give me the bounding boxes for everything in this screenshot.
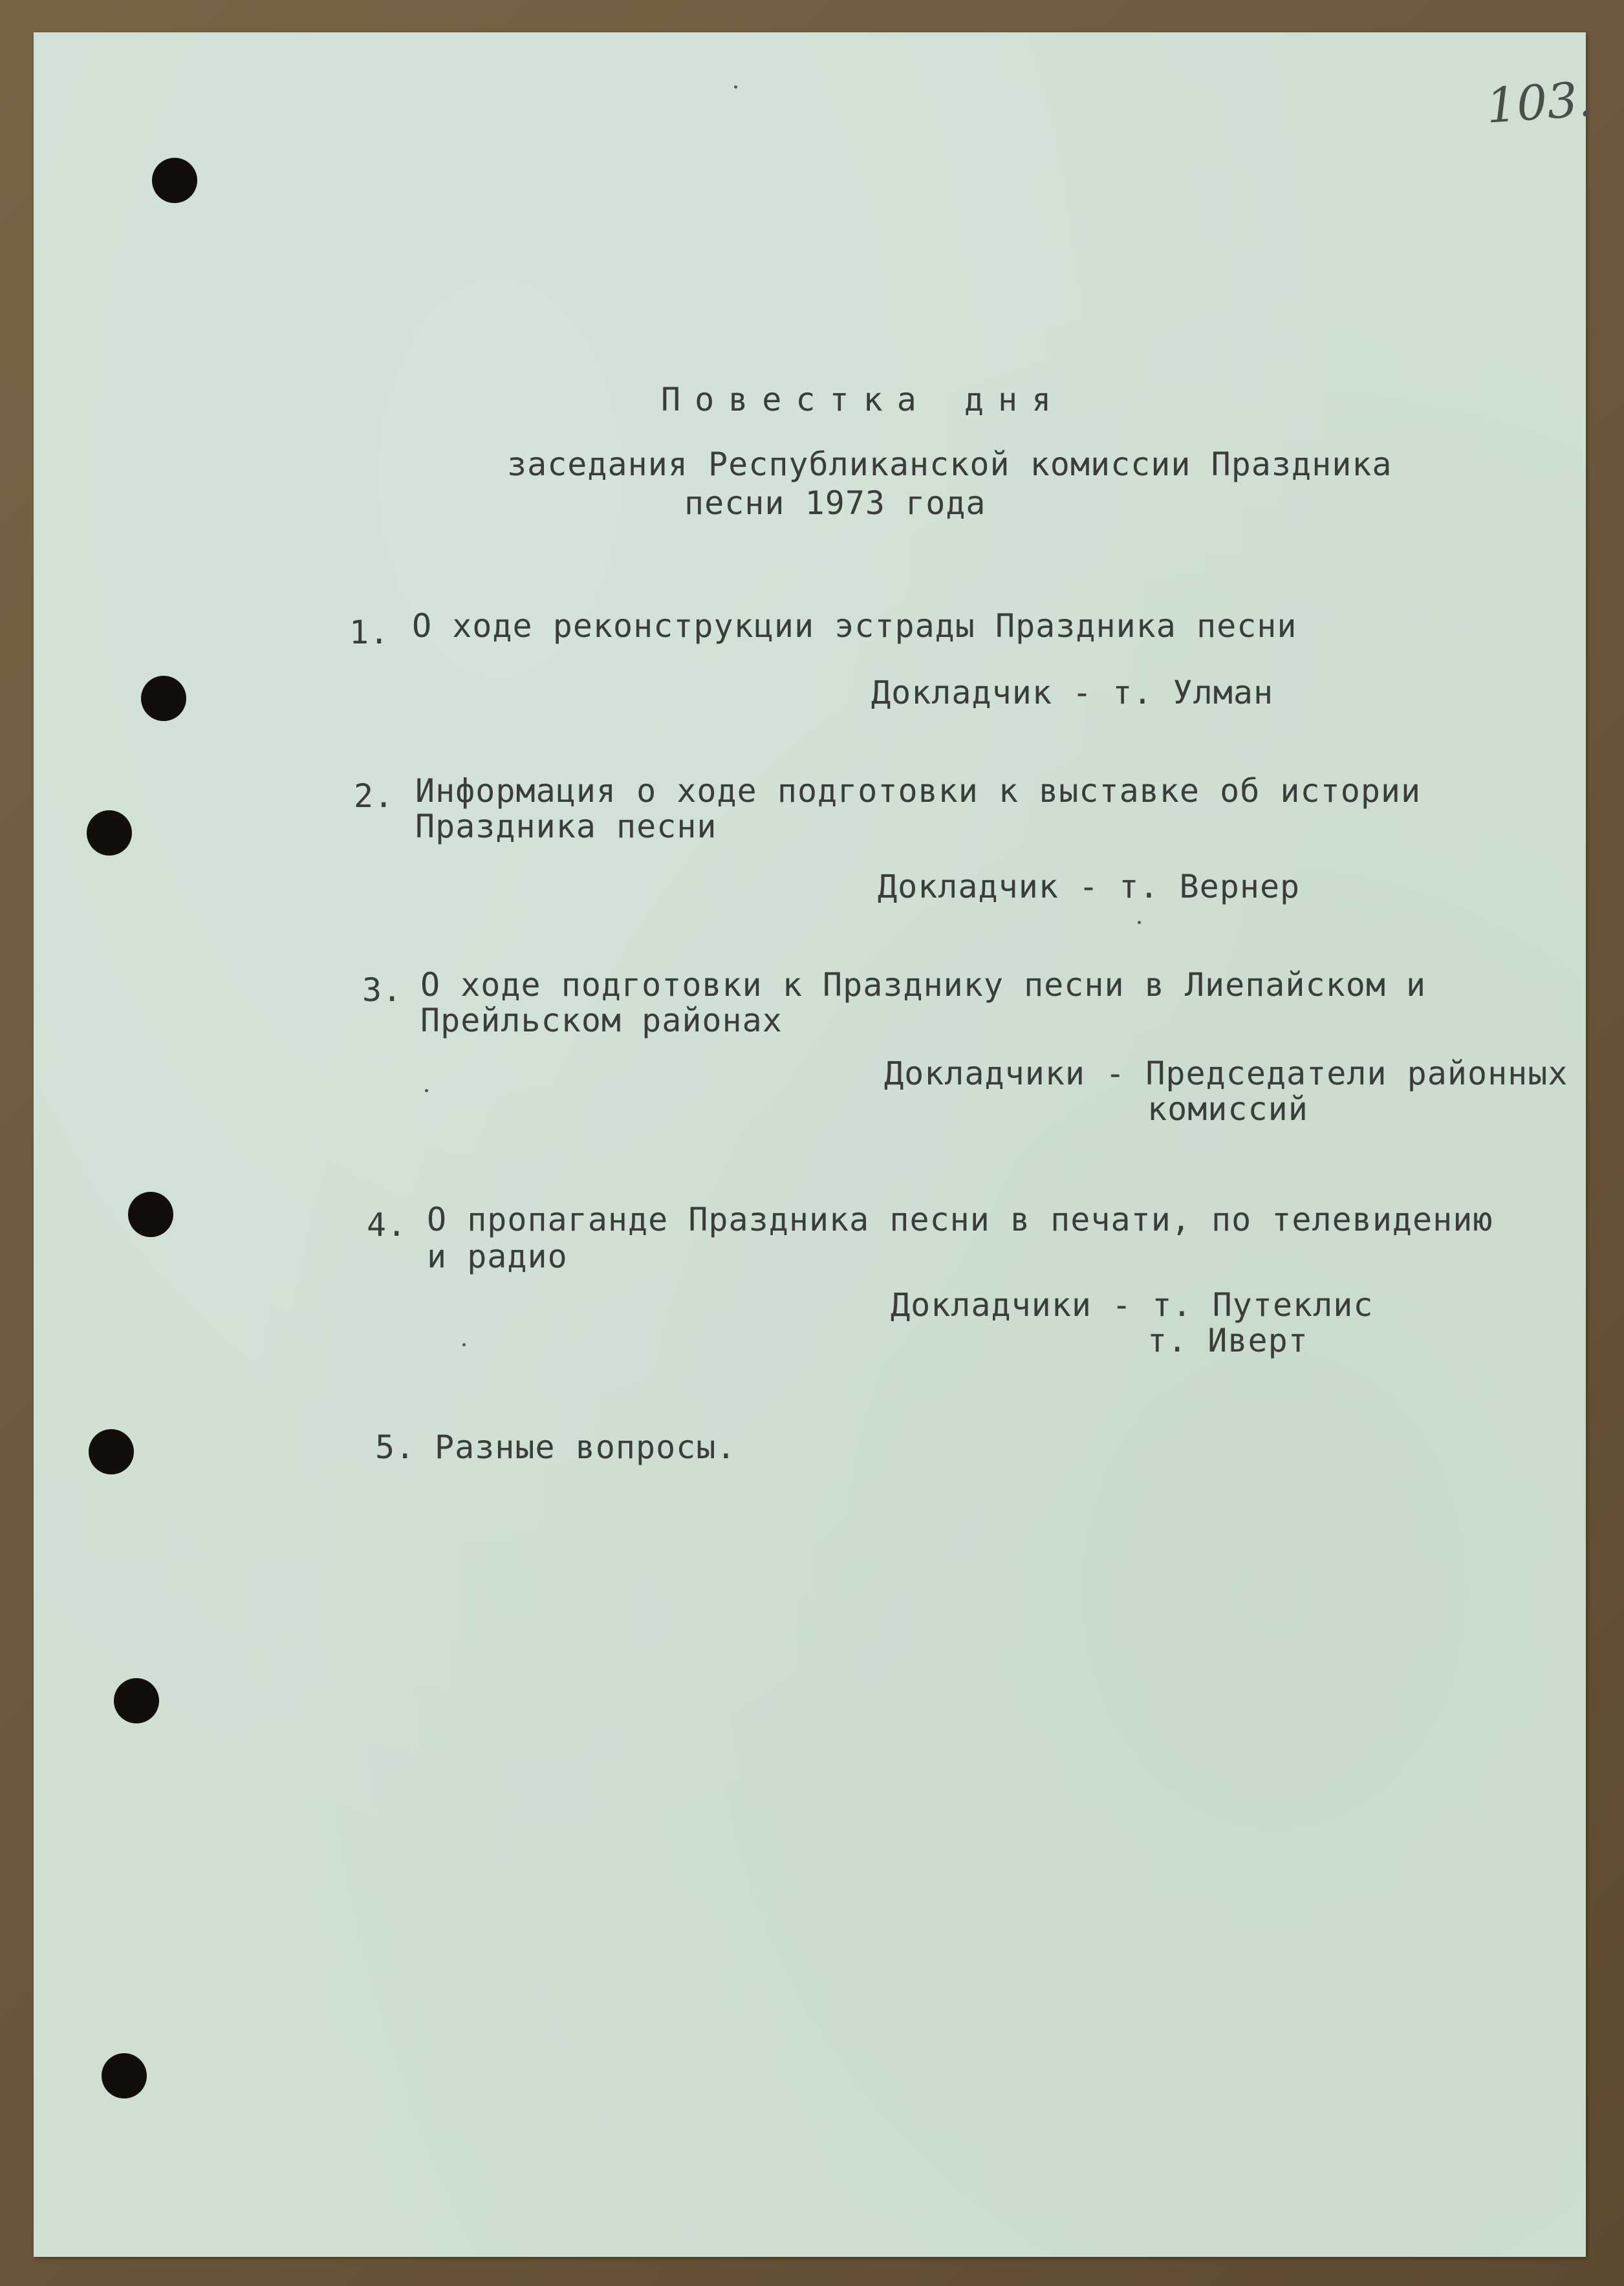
agenda-item-4-text-line1: О пропаганде Праздника песни в печати, по телевидению — [427, 1201, 1493, 1238]
binder-hole — [141, 676, 186, 721]
agenda-item-4-reporter-line1: Докладчики - т. Путеклис — [891, 1286, 1374, 1324]
binder-hole — [89, 1429, 134, 1474]
agenda-item-3-text-line2: Прейльском районах — [420, 1002, 783, 1039]
binder-hole — [128, 1192, 173, 1237]
agenda-item-5-text: Разные вопросы. — [435, 1429, 737, 1466]
binder-hole — [114, 1678, 159, 1723]
document-subtitle-line2: песни 1973 года — [684, 484, 986, 522]
agenda-item-1-number: 1. — [349, 614, 390, 651]
agenda-item-5-number: 5. — [375, 1429, 416, 1466]
paper-speck — [734, 85, 737, 89]
document-subtitle-line1: заседания Республиканской комиссии Праздника — [507, 446, 1392, 483]
agenda-item-3-reporter-line1: Докладчики - Председатели районных — [884, 1055, 1568, 1092]
agenda-item-4-text-line2: и радио — [427, 1238, 568, 1275]
binder-hole — [87, 810, 132, 856]
agenda-item-1-reporter: Докладчик - т. Улман — [871, 674, 1274, 711]
binder-hole — [102, 2053, 147, 2098]
agenda-item-2-number: 2. — [354, 777, 395, 815]
agenda-item-4-reporter-line2: т. Иверт — [1147, 1322, 1308, 1359]
agenda-item-2-reporter: Докладчик - т. Вернер — [878, 868, 1301, 905]
paper-speck — [425, 1089, 428, 1092]
document-title: Повестка дня — [661, 381, 1066, 418]
agenda-item-4-number: 4. — [367, 1206, 407, 1244]
agenda-item-2-text-line1: Информация о ходе подготовки к выставке об истории — [415, 772, 1422, 810]
paper-speck — [1138, 921, 1141, 924]
agenda-item-3-reporter-line2: комиссий — [1147, 1090, 1308, 1128]
agenda-item-3-text-line1: О ходе подготовки к Празднику песни в Лиепайском и — [420, 966, 1427, 1004]
document-sheet — [34, 32, 1595, 2257]
page-number: 103. — [1484, 71, 1595, 135]
paper-speck — [462, 1343, 466, 1346]
agenda-item-1-text: О ходе реконструкции эстрады Праздника песни — [412, 607, 1297, 645]
agenda-item-2-text-line2: Праздника песни — [415, 808, 717, 845]
agenda-item-3-number: 3. — [362, 971, 403, 1009]
binder-hole — [152, 158, 197, 203]
